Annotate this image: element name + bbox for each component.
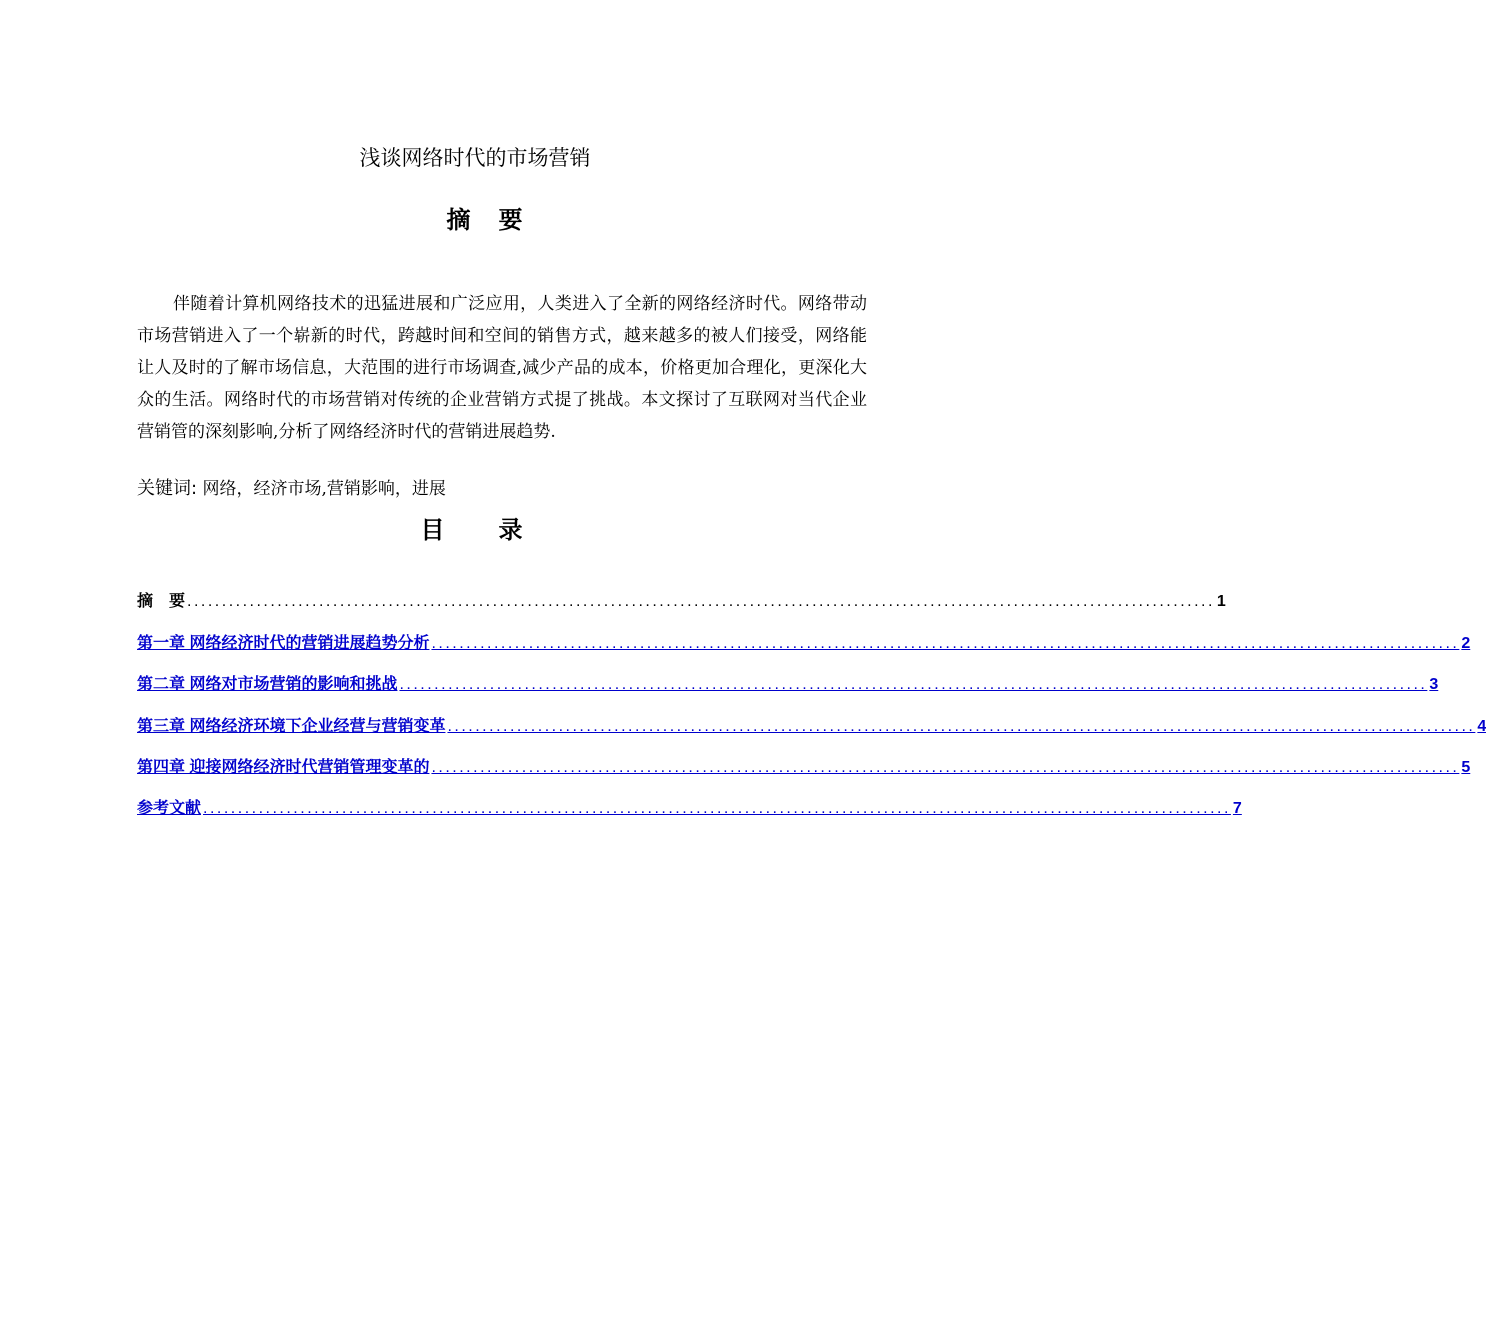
toc-entry-label: 摘 要 xyxy=(137,593,186,611)
keywords-value: 网络，经济市场,营销影响，进展 xyxy=(202,479,446,499)
toc-entry-label: 参考文献 xyxy=(137,800,202,818)
keywords-label: 关键词: xyxy=(137,478,198,499)
toc-entry-label: 第一章 网络经济时代的营销进展趋势分析 xyxy=(137,634,430,652)
toc-entry-page: 1 xyxy=(1216,593,1226,611)
toc-entry-chapter-3[interactable] xyxy=(137,694,1486,735)
toc-entry-label: 第三章 网络经济环境下企业经营与营销变革 xyxy=(137,717,446,735)
toc-leader-dots: .................................................................................................................................................... xyxy=(431,758,1460,776)
toc-entry-chapter-1[interactable] xyxy=(137,611,1471,652)
toc-entry-abstract[interactable] xyxy=(137,570,1226,611)
abstract-heading: 摘要 xyxy=(446,206,551,234)
toc-entry-page: 3 xyxy=(1429,676,1439,694)
keywords-line xyxy=(137,474,446,504)
toc-entry-page: 5 xyxy=(1461,758,1471,776)
toc-leader-dots: .................................................................................................................................................... xyxy=(187,593,1215,611)
toc-entry-references[interactable] xyxy=(137,777,1242,818)
toc-heading: 目录 xyxy=(420,516,577,544)
toc-entry-label: 第四章 迎接网络经济时代营销管理变革的 xyxy=(137,758,430,776)
toc-entry-label: 第二章 网络对市场营销的影响和挑战 xyxy=(137,676,398,694)
document-title: 浅谈网络时代的市场营销 xyxy=(359,146,591,170)
toc-leader-dots: .................................................................................................................................................... xyxy=(399,676,1428,694)
toc-leader-dots: .................................................................................................................................................... xyxy=(203,800,1231,818)
toc-leader-dots: .................................................................................................................................................... xyxy=(431,634,1460,652)
toc-entry-chapter-4[interactable] xyxy=(137,736,1471,777)
toc-entry-page: 2 xyxy=(1461,634,1471,652)
toc-leader-dots: .................................................................................................................................................... xyxy=(447,717,1476,735)
toc-entry-chapter-2[interactable] xyxy=(137,653,1439,694)
toc-entry-page: 4 xyxy=(1477,717,1486,735)
table-of-contents xyxy=(137,570,1486,818)
toc-entry-page: 7 xyxy=(1232,800,1242,818)
abstract-body: 伴随着计算机网络技术的迅猛进展和广泛应用，人类进入了全新的网络经济时代。网络带动市场营销进入了一个崭新的时代，跨越时间和空间的销售方式，越来越多的被人们接受，网络能让人及时的了解市场信息，大范围的进行市场调查,减少产品的成本，价格更加合理化，更深化大众的生活。网络时代的市场营销对传统的企业营销方式提了挑战。本文探讨了互联网对当代企业营销管的深刻影响,分析了网络经济时代的营销进展趋势. xyxy=(137,294,867,442)
